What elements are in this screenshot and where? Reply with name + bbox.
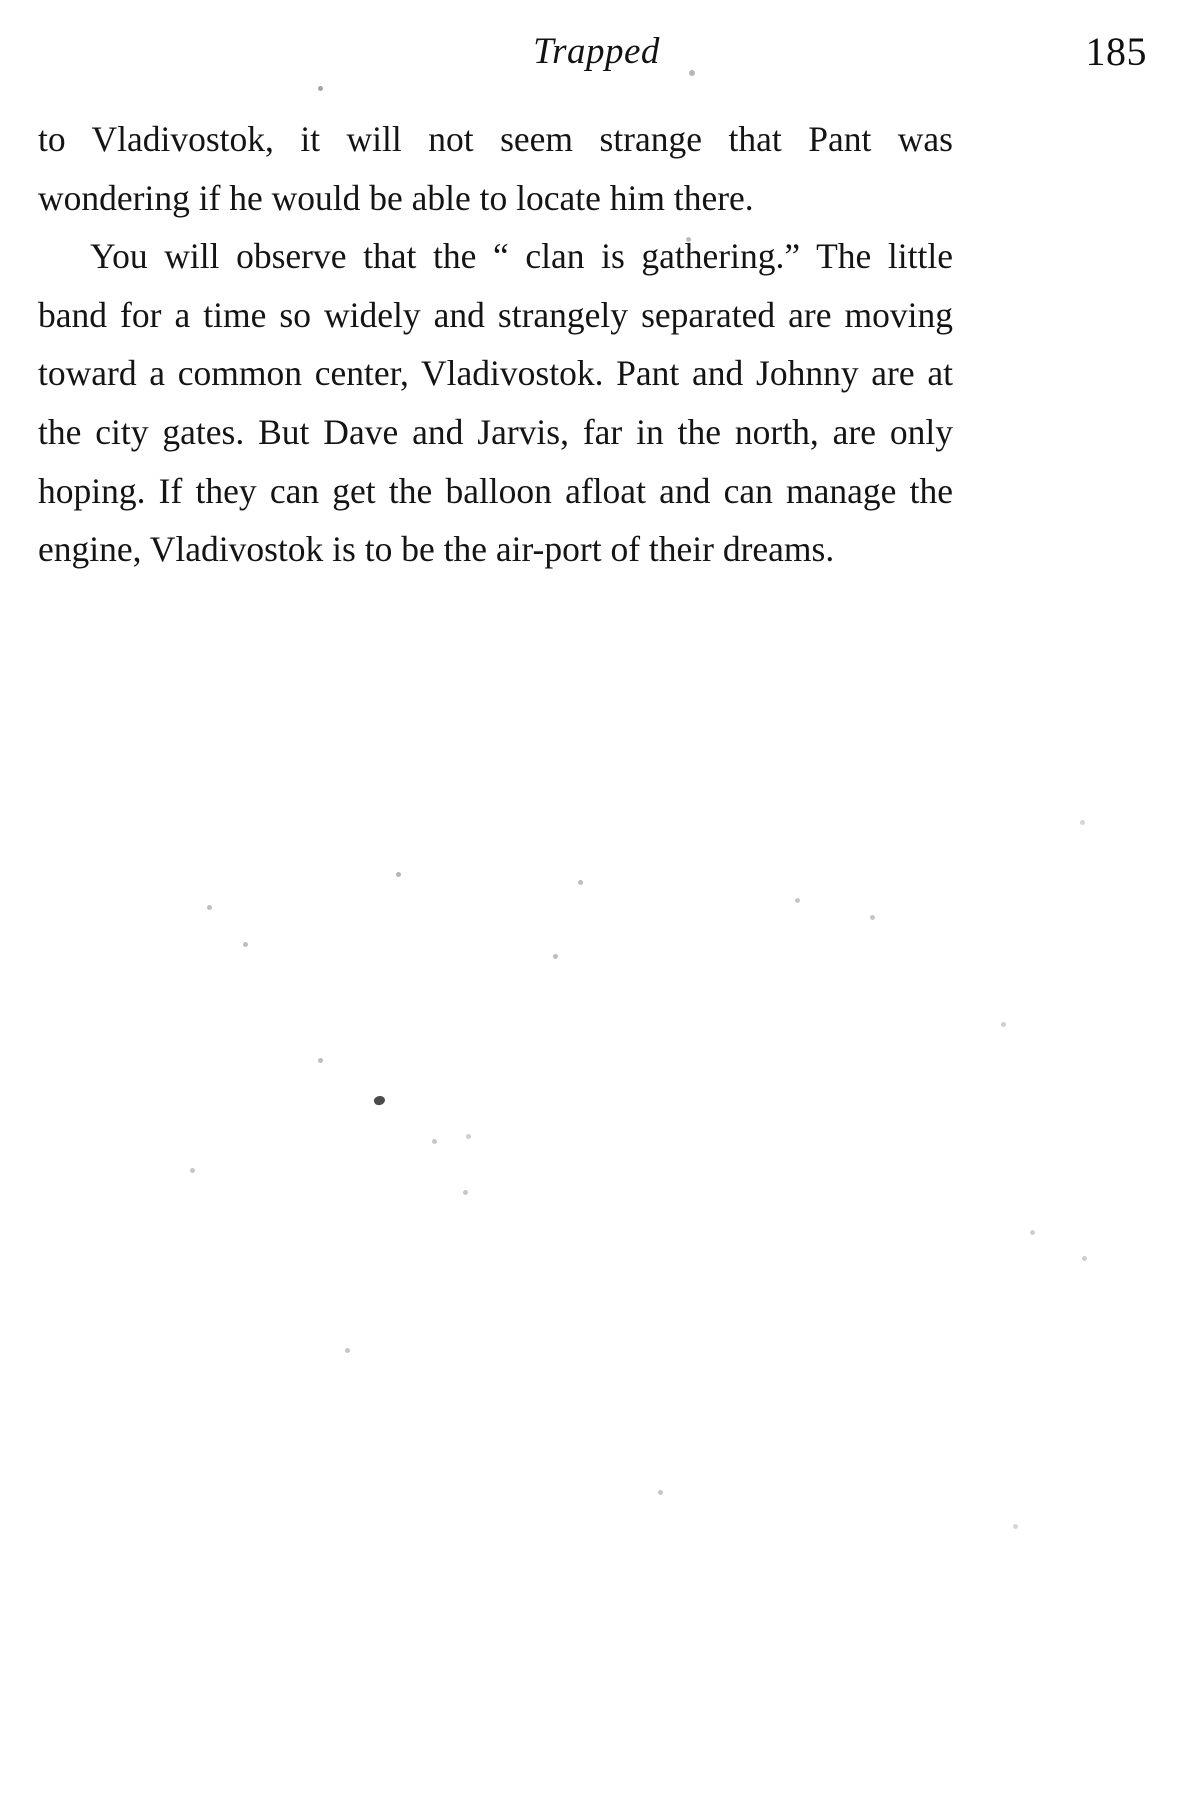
scan-speck (345, 1348, 350, 1353)
scan-speck (689, 70, 695, 76)
scan-speck (463, 1190, 468, 1195)
paragraph-1: to Vladivostok, it will not seem strange that Pant was wondering if he would be able to locate him there. (38, 119, 953, 218)
scan-speck (870, 915, 875, 920)
scan-speck (207, 905, 212, 910)
scan-speck (1013, 1524, 1018, 1529)
scan-speck (466, 1134, 471, 1139)
scan-speck (396, 872, 401, 877)
scan-speck (1080, 820, 1085, 825)
scan-speck (243, 942, 248, 947)
scan-speck (1030, 1230, 1035, 1235)
scan-speck (578, 880, 583, 885)
paragraph-2: You will observe that the “ clan is gathering.” The little band for a time so widely and strangely separated are moving toward a common center, Vladivostok. Pant and Johnny are at the city gates. But Dave and Jarvis, far in the north, are only hoping. If they can get the balloon afloat and can manage the engine, Vladivostok is to be the air-port of their dreams. (38, 236, 953, 570)
scan-speck (1001, 1022, 1006, 1027)
scan-speck (190, 1168, 195, 1173)
scan-speck (1082, 1256, 1087, 1261)
page-body (38, 110, 953, 579)
ink-blot (373, 1095, 386, 1107)
scan-speck (795, 898, 800, 903)
page-header (0, 30, 1193, 90)
page-number: 185 (1085, 29, 1147, 74)
scan-speck (658, 1490, 663, 1495)
scan-speck (686, 237, 691, 242)
running-title: Trapped (533, 31, 660, 72)
scan-speck (432, 1139, 437, 1144)
scan-speck (553, 954, 558, 959)
scan-speck (318, 86, 323, 91)
scan-speck (318, 1058, 323, 1063)
